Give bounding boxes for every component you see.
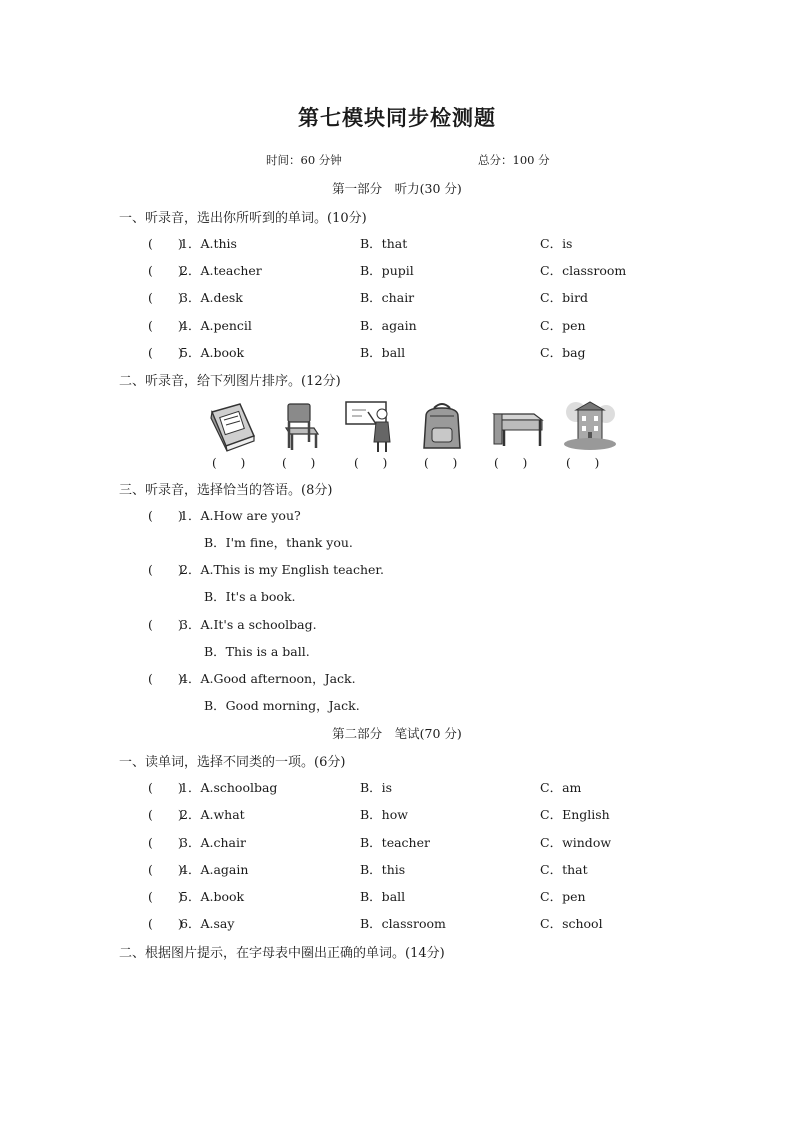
option-c: C．bird (540, 290, 589, 305)
schoolbag-icon (414, 398, 470, 454)
question-row (0, 343, 794, 361)
question-row (0, 805, 794, 823)
picture-order-blank[interactable]: ( ) (212, 456, 246, 470)
option-a: 1．A.How are you? (180, 508, 301, 523)
option-c: C．bag (540, 345, 586, 360)
option-a: 1．A.schoolbag (180, 780, 278, 795)
p1-s1-heading: 一、听录音，选出你所听到的单词。(10分) (119, 211, 367, 226)
answer-blank[interactable]: ( ) (148, 345, 183, 360)
option-b: B．This is a ball. (204, 644, 310, 659)
option-b: B．ball (360, 345, 406, 360)
page-title: 第七模块同步检测题 (298, 106, 496, 130)
option-a: 4．A.pencil (180, 318, 252, 333)
option-b: B．is (360, 780, 393, 795)
option-a: 3．A.desk (180, 290, 243, 305)
option-b: B．classroom (360, 916, 446, 931)
option-b: B．ball (360, 889, 406, 904)
answer-blank[interactable]: ( ) (148, 671, 183, 686)
option-b: B．that (360, 236, 408, 251)
option-c: C．is (540, 236, 573, 251)
option-b: B．again (360, 318, 417, 333)
question-row (0, 833, 794, 851)
picture-order-blank[interactable]: ( ) (494, 456, 528, 470)
question-row (0, 778, 794, 796)
answer-blank[interactable]: ( ) (148, 263, 183, 278)
option-c: C．English (540, 807, 610, 822)
answer-blank[interactable]: ( ) (148, 916, 183, 931)
option-a: 1．A.this (180, 236, 237, 251)
option-b: B．pupil (360, 263, 414, 278)
option-b: B．Good morning，Jack. (204, 698, 360, 713)
option-a: 3．A.chair (180, 835, 246, 850)
desk-icon (490, 398, 546, 454)
option-a: 4．A.Good afternoon，Jack. (180, 671, 356, 686)
answer-blank[interactable]: ( ) (148, 236, 183, 251)
school-icon (562, 398, 618, 454)
question-row (0, 887, 794, 905)
option-c: C．window (540, 835, 612, 850)
p2-s1-heading: 一、读单词，选择不同类的一项。(6分) (119, 755, 346, 770)
question-row (0, 615, 794, 633)
question-row (0, 560, 794, 578)
answer-blank[interactable]: ( ) (148, 807, 183, 822)
picture-order-blank[interactable]: ( ) (566, 456, 600, 470)
picture-strip (0, 398, 794, 474)
part2-heading: 第二部分 笔试(70 分) (332, 726, 462, 741)
question-row (0, 860, 794, 878)
question-row (0, 288, 794, 306)
option-a: 2．A.This is my English teacher. (180, 562, 385, 577)
answer-blank[interactable]: ( ) (148, 508, 183, 523)
option-a: 2．A.teacher (180, 263, 262, 278)
option-b: B．how (360, 807, 408, 822)
option-a: 5．A.book (180, 889, 245, 904)
part1-heading: 第一部分 听力(30 分) (332, 181, 462, 196)
chair-icon (274, 398, 330, 454)
picture-order-blank[interactable]: ( ) (282, 456, 316, 470)
option-c: C．classroom (540, 263, 627, 278)
option-c: C．pen (540, 889, 586, 904)
option-a: 5．A.book (180, 345, 245, 360)
option-c: C．pen (540, 318, 586, 333)
option-c: C．school (540, 916, 603, 931)
option-b: B．chair (360, 290, 415, 305)
option-b: B．this (360, 862, 406, 877)
question-row (0, 506, 794, 524)
p2-s2-heading: 二、根据图片提示，在字母表中圈出正确的单词。(14分) (119, 946, 445, 961)
option-a: 4．A.again (180, 862, 249, 877)
option-a: 6．A.say (180, 916, 235, 931)
p1-s2-heading: 二、听录音，给下列图片排序。(12分) (119, 374, 341, 389)
option-c: C．that (540, 862, 588, 877)
question-row (0, 234, 794, 252)
answer-blank[interactable]: ( ) (148, 862, 183, 877)
option-a: 3．A.It's a schoolbag. (180, 617, 317, 632)
answer-blank[interactable]: ( ) (148, 835, 183, 850)
answer-blank[interactable]: ( ) (148, 290, 183, 305)
option-b: B．It's a book. (204, 589, 296, 604)
answer-blank[interactable]: ( ) (148, 889, 183, 904)
question-row (0, 914, 794, 932)
question-row (0, 669, 794, 687)
answer-blank[interactable]: ( ) (148, 318, 183, 333)
book-icon (204, 398, 260, 454)
question-row (0, 261, 794, 279)
teacher-icon (344, 398, 400, 454)
p1-s3-heading: 三、听录音，选择恰当的答语。(8分) (119, 483, 333, 498)
answer-blank[interactable]: ( ) (148, 780, 183, 795)
option-b: B．teacher (360, 835, 430, 850)
total-score: 总分：100 分 (478, 153, 550, 167)
option-b: B．I'm fine，thank you. (204, 535, 353, 550)
option-c: C．am (540, 780, 582, 795)
question-row (0, 316, 794, 334)
answer-blank[interactable]: ( ) (148, 562, 183, 577)
option-a: 2．A.what (180, 807, 245, 822)
picture-order-blank[interactable]: ( ) (424, 456, 458, 470)
time-limit: 时间：60 分钟 (266, 153, 342, 167)
answer-blank[interactable]: ( ) (148, 617, 183, 632)
picture-order-blank[interactable]: ( ) (354, 456, 388, 470)
